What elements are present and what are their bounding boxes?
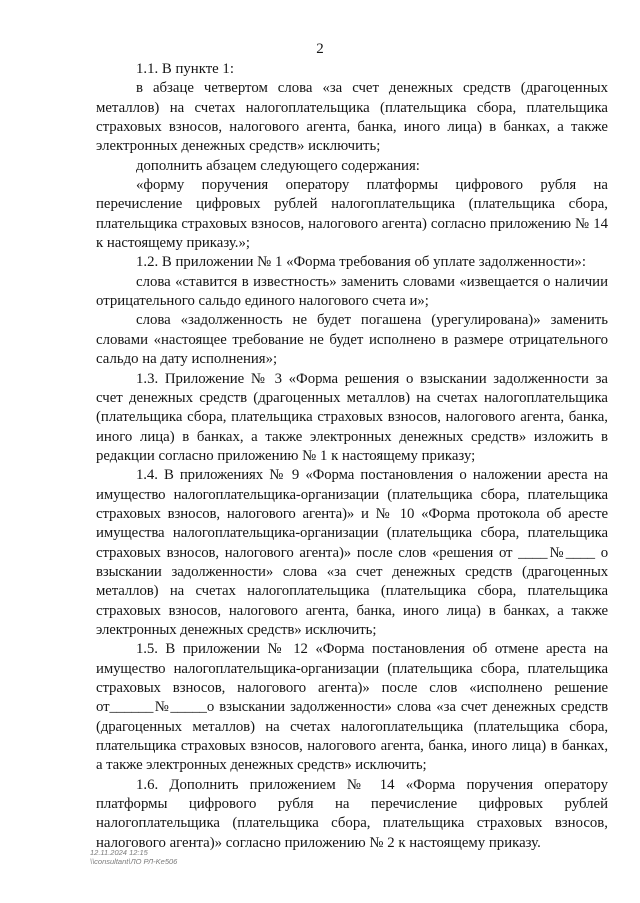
footer-date: 12.11.2024 12:15 [90,848,148,857]
paragraph-1-5: 1.5. В приложении № 12 «Форма постановления об отмене ареста на имущество налогоплательщика-организации (плательщика сбора, плательщика страховых взносов, налогового агента)» после слов «исполнено решение от______№_____о взыскании задолженности» слова «за счет денежных средств (драгоценных металлов) на счетах налогоплательщика (плательщика сбора, плательщика страховых взносов, налогового агента, банка, иного лица) в банках, а также электронных денежных средств» исключить; [96,641,608,774]
paragraph-1-1-item-1: в абзаце четвертом слова «за счет денежных средств (драгоценных металлов) на счетах налогоплательщика (плательщика сбора, плательщика страховых взносов, налогового агента, банка, иного лица) в банках, а также электронных денежных средств» исключить; [96,80,608,155]
paragraph-1-1-item-2: дополнить абзацем следующего содержания: [136,157,420,174]
paragraph-1-6: 1.6. Дополнить приложением № 14 «Форма поручения оператору платформы цифрового рубля на перечисление цифровых рублей налогоплательщика (плательщика сбора, плательщика страховых взносов, налогового агента)» согласно приложению № 2 к настоящему приказу. [96,776,608,851]
paragraph-1-2-heading: 1.2. В приложении № 1 «Форма требования об уплате задолженности»: [136,254,586,271]
document-body [96,60,608,853]
document-footer [90,848,177,866]
paragraph-1-2-item-2: слова «задолженность не будет погашена (урегулирована)» заменить словами «настоящее требование не будет исполнено в размере отрицательного сальдо на дату исполнения»; [96,312,608,368]
paragraph-1-4: 1.4. В приложениях № 9 «Форма постановления о наложении ареста на имущество налогоплательщика-организации (плательщика сбора, плательщика страховых взносов, налогового агента)» и № 10 «Форма протокола об аресте имущества налогоплательщика-организации (плательщика сбора, плательщика страховых взносов, налогового агента)» после слов «решения от ____№____ о взыскании задолженности» слова «за счет денежных средств (драгоценных металлов) на счетах налогоплательщика (плательщика сбора, плательщика страховых взносов, налогового агента, банка, иного лица) в банках, а также электронных денежных средств» исключить; [96,467,608,638]
footer-path: \\consultant\ЛО РЛ-Ke506 [90,857,178,866]
paragraph-1-3: 1.3. Приложение № 3 «Форма решения о взыскании задолженности за счет денежных средств (драгоценных металлов) на счетах налогоплательщика (плательщика сбора, плательщика страховых взносов, налогового агента, банка, иного лица) в банках, а также электронных денежных средств» изложить в редакции согласно приложению № 1 к настоящему приказу; [96,370,608,464]
paragraph-1-1-quote: «форму поручения оператору платформы цифрового рубля на перечисление цифровых рублей налогоплательщика (плательщика сбора, плательщика страховых взносов, налогового агента) согласно приложению № 14 к настоящему приказу.»; [96,177,608,252]
paragraph-1-1-heading: 1.1. В пункте 1: [136,61,234,77]
paragraph-1-2-item-1: слова «ставится в известность» заменить словами «извещается о наличии отрицательного сальдо единого налогового счета и»; [96,273,608,310]
page-number: 2 [316,41,324,57]
